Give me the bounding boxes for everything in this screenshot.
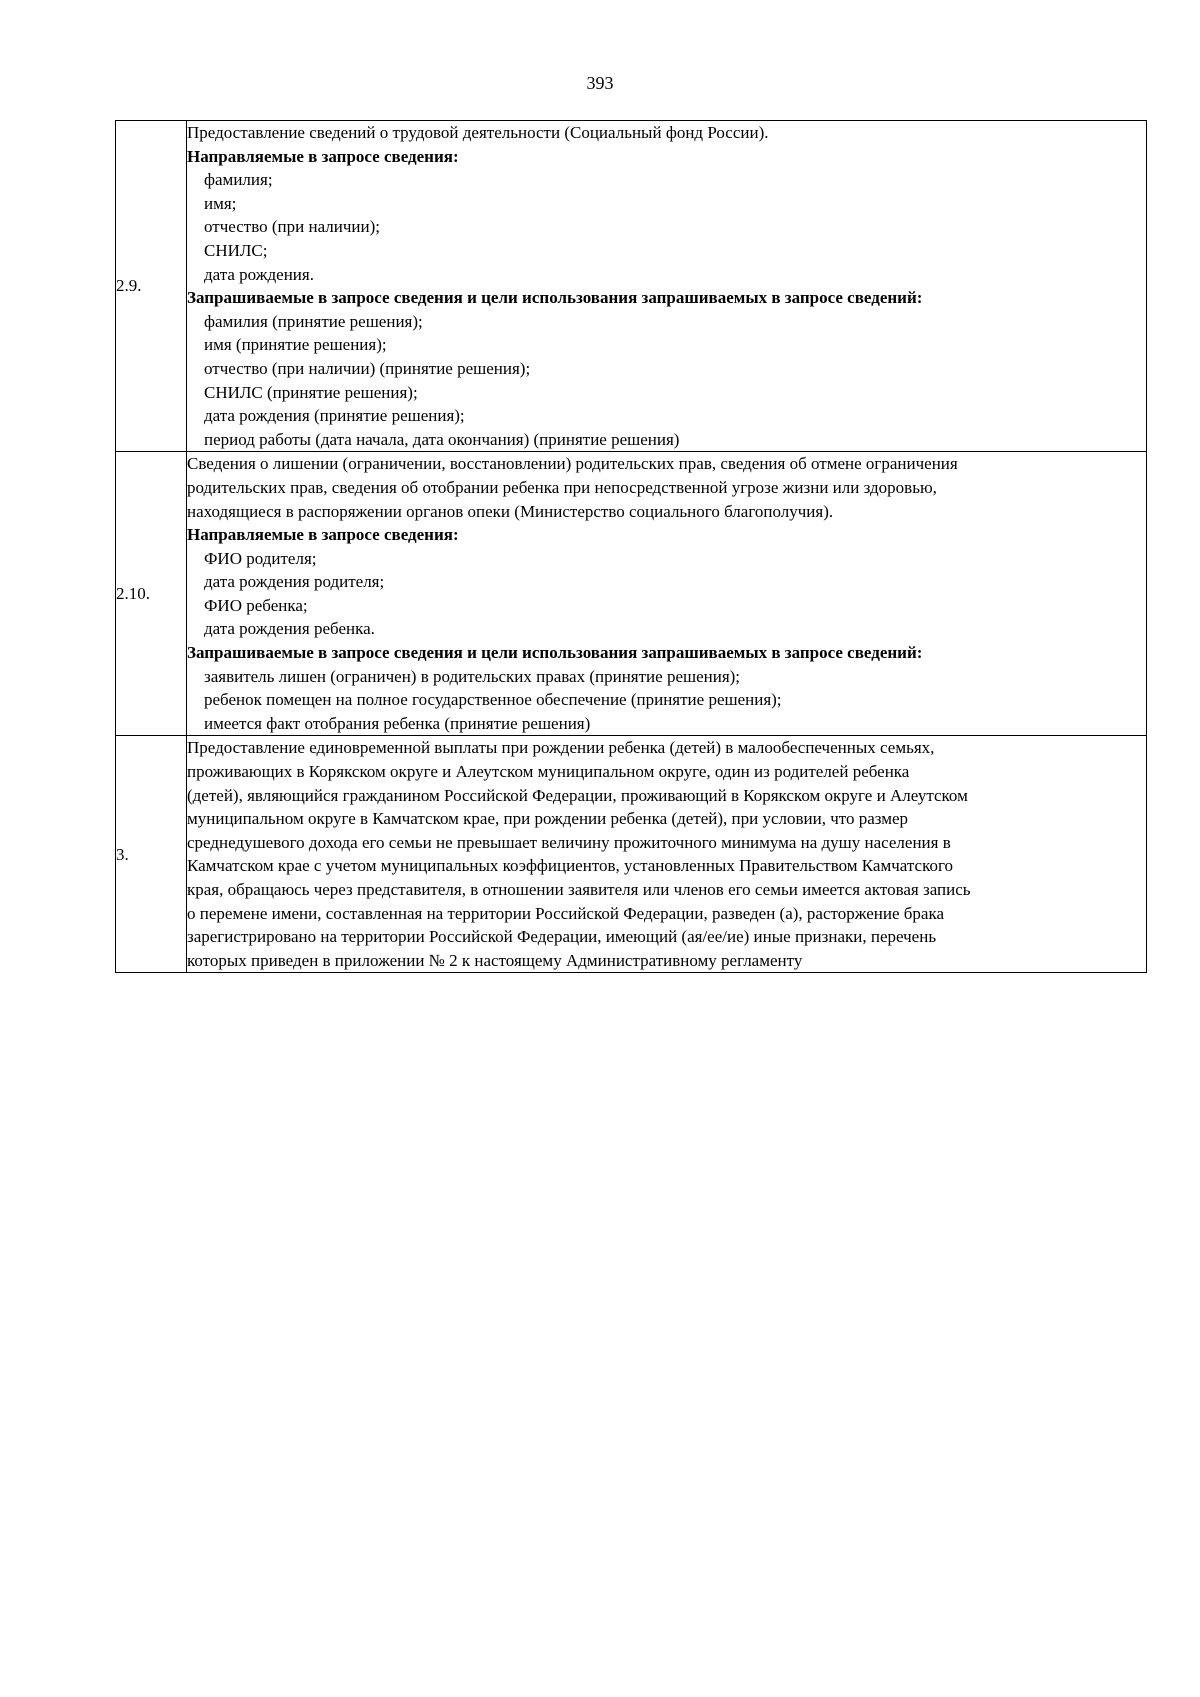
row-text-line: зарегистрировано на территории Российской Федерации, имеющий (ая/ее/ие) иные признаки, перечень [187, 927, 937, 947]
row-content [187, 121, 1147, 452]
list-item: дата рождения родителя; [204, 572, 385, 592]
list-item: ФИО ребенка; [204, 595, 308, 615]
list-item: СНИЛС; [204, 240, 268, 260]
list-item: дата рождения ребенка. [204, 619, 375, 639]
row-intro: Предоставление сведений о трудовой деятельности (Социальный фонд России). [187, 123, 769, 142]
row-text-line: края, обращаюсь через представителя, в отношении заявителя или членов его семьи имеется актовая запись [187, 880, 971, 899]
list-item: имя; [204, 193, 237, 213]
page-number: 393 [586, 73, 614, 93]
row-text-line: Предоставление единовременной выплаты при рождении ребенка (детей) в малообеспеченных семьях, [187, 738, 935, 758]
list-item: дата рождения. [204, 264, 314, 284]
row-text-line: проживающих в Корякском округе и Алеутском муниципальном округе, один из родителей ребенка [187, 762, 910, 782]
row-content [187, 452, 1147, 736]
list-item: СНИЛС (принятие решения); [204, 382, 418, 402]
row-content [187, 736, 1147, 973]
list-item: отчество (при наличии) (принятие решения); [204, 358, 531, 378]
table-row-2-9 [116, 121, 1147, 452]
list-item: заявитель лишен (ограничен) в родительских правах (принятие решения); [204, 666, 741, 686]
row-text-line: о перемене имени, составленная на территории Российской Федерации, разведен (а), расторжение брака [187, 903, 945, 923]
row-text-line: Камчатском крае с учетом муниципальных коэффициентов, установленных Правительством Камчатского [187, 856, 954, 876]
list-item: период работы (дата начала, дата окончания) (принятие решения) [204, 429, 680, 449]
list-item: ФИО родителя; [204, 548, 317, 568]
row-number: 2.9. [116, 121, 187, 452]
row-text-line: которых приведен в приложении № 2 к настоящему Административному регламенту [187, 950, 803, 970]
list-item: фамилия (принятие решения); [204, 311, 423, 331]
row-intro-line: родительских прав, сведения об отобрании ребенка при непосредственной угрозе жизни или здоровью, [187, 477, 937, 497]
services-table [115, 120, 1147, 973]
requested-heading: Запрашиваемые в запросе сведения и цели использования запрашиваемых в запросе сведений: [187, 643, 923, 663]
row-number: 3. [116, 736, 187, 973]
list-item: фамилия; [204, 170, 273, 190]
row-text-line: муниципальном округе в Камчатском крае, при рождении ребенка (детей), при условии, что размер [187, 809, 909, 829]
row-intro-line: находящиеся в распоряжении органов опеки (Министерство социального благополучия). [187, 501, 834, 521]
requested-heading: Запрашиваемые в запросе сведения и цели использования запрашиваемых в запросе сведений: [187, 288, 923, 308]
sent-heading: Направляемые в запросе сведения: [187, 146, 459, 166]
row-number: 2.10. [116, 452, 187, 736]
row-text-line: (детей), являющийся гражданином Российской Федерации, проживающий в Корякском округе и Алеутском [187, 785, 968, 805]
row-intro-line: Сведения о лишении (ограничении, восстановлении) родительских прав, сведения об отмене ограничения [187, 454, 958, 474]
list-item: имеется факт отобрания ребенка (принятие решения) [204, 713, 591, 733]
list-item: имя (принятие решения); [204, 335, 387, 355]
list-item: дата рождения (принятие решения); [204, 406, 465, 426]
list-item: ребенок помещен на полное государственное обеспечение (принятие решения); [204, 690, 782, 710]
table-row-2-10 [116, 452, 1147, 736]
sent-heading: Направляемые в запросе сведения: [187, 525, 459, 545]
row-text-line: среднедушевого дохода его семьи не превышает величину прожиточного минимума на душу населения в [187, 832, 951, 852]
list-item: отчество (при наличии); [204, 217, 380, 237]
table-row-3 [116, 736, 1147, 973]
